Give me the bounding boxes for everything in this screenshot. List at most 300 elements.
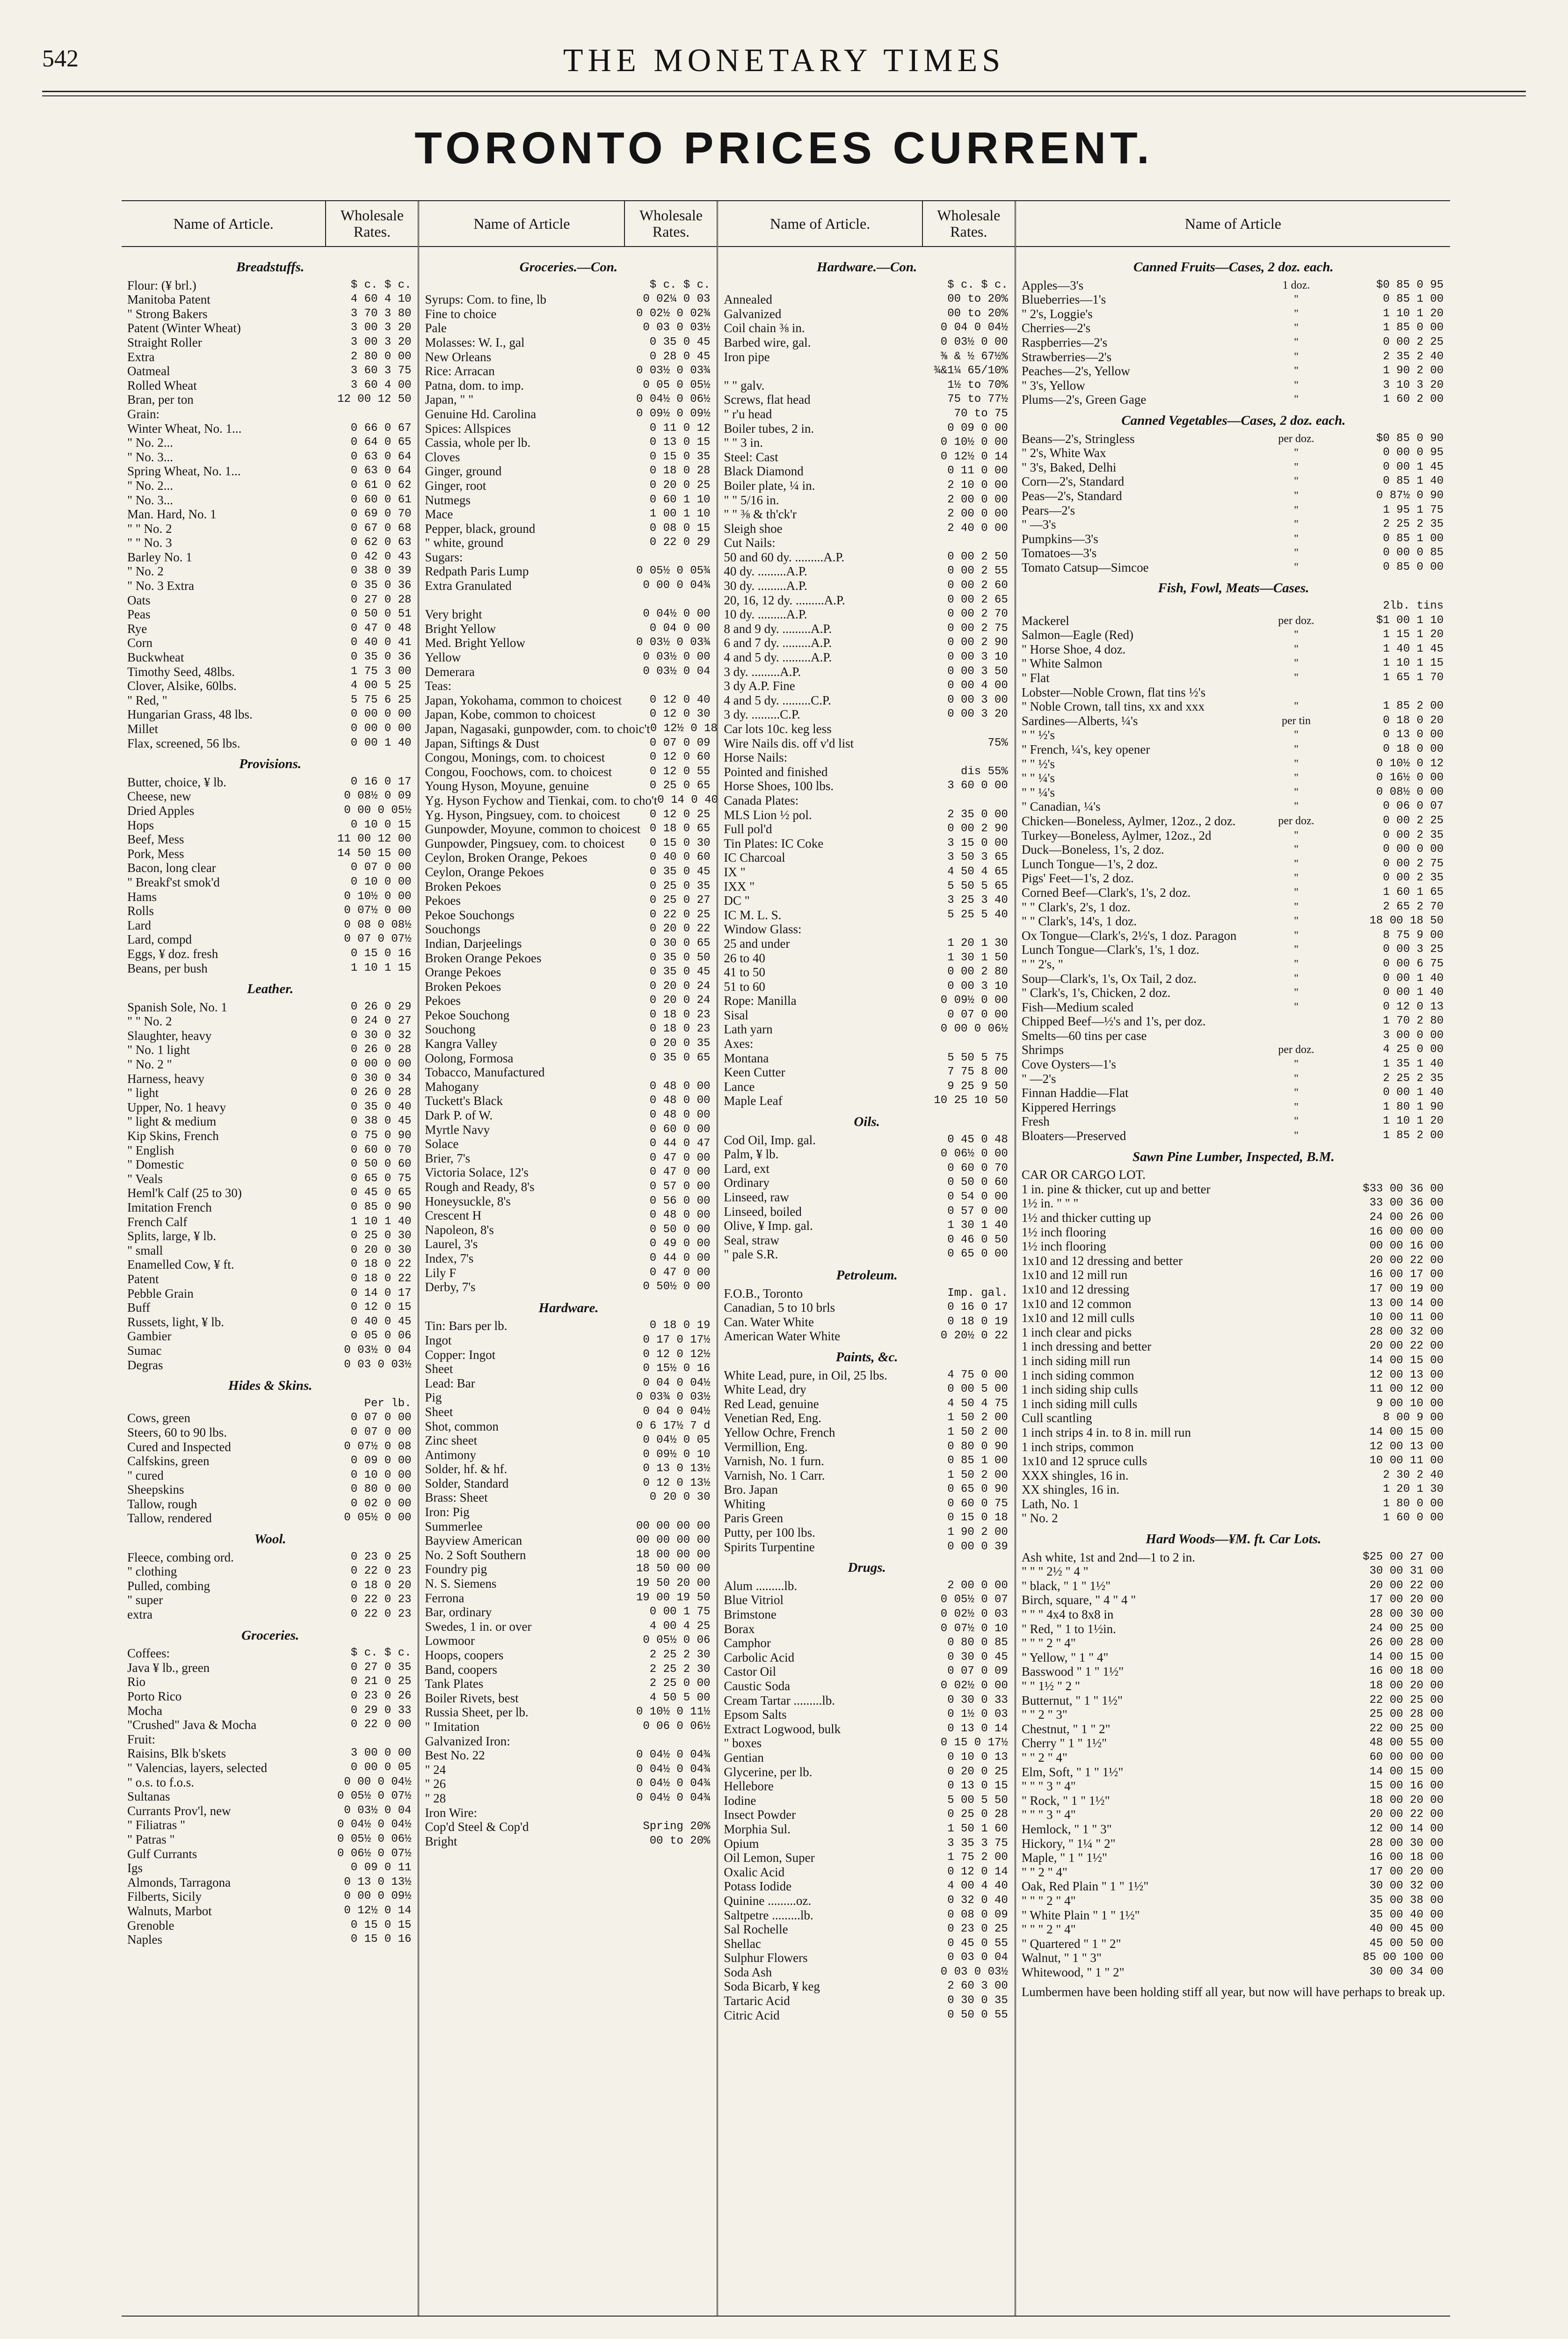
price-row bbox=[127, 679, 413, 693]
wholesale-rate: 0 20 0 35 bbox=[649, 1037, 711, 1050]
price-row bbox=[127, 450, 413, 465]
article-name: Japan, Siftings & Dust bbox=[425, 736, 539, 750]
wholesale-rate: 0 49 0 00 bbox=[649, 1237, 711, 1250]
wholesale-rate: 5 00 5 50 bbox=[947, 1794, 1008, 1807]
price-row bbox=[1022, 350, 1445, 364]
article-name: Hops bbox=[127, 818, 154, 832]
price-row bbox=[724, 1722, 1009, 1736]
price-row bbox=[425, 392, 712, 407]
package-unit: " bbox=[1294, 1101, 1299, 1113]
article-name: Mahogany bbox=[425, 1079, 479, 1094]
article-name: Cherries—2's bbox=[1021, 321, 1091, 335]
price-row bbox=[425, 464, 712, 479]
price-row bbox=[425, 292, 712, 307]
package-unit: " bbox=[1294, 393, 1299, 406]
price-row bbox=[1022, 1550, 1445, 1565]
wholesale-rate: 0 09 0 00 bbox=[350, 1454, 412, 1467]
wholesale-rate: 0 00 0 00 bbox=[350, 708, 412, 721]
wholesale-rate: 1 10 1 20 bbox=[1383, 307, 1444, 320]
price-row bbox=[1022, 1851, 1445, 1865]
wholesale-rate: 0 18 0 20 bbox=[350, 1579, 412, 1592]
wholesale-rate: 0 50½ 0 00 bbox=[643, 1280, 711, 1293]
column-header-name: Name of Article. bbox=[173, 215, 274, 232]
price-row bbox=[724, 779, 1009, 793]
wholesale-rate: 0 12 0 12½ bbox=[643, 1348, 711, 1361]
wholesale-rate: 1 50 2 00 bbox=[947, 1468, 1008, 1482]
article-name: Cassia, whole per lb. bbox=[425, 436, 531, 450]
wholesale-rate: 0 47 0 00 bbox=[649, 1151, 711, 1164]
wholesale-rate: 2 65 2 70 bbox=[1383, 900, 1444, 913]
article-name: Pekoes bbox=[425, 893, 461, 908]
article-name: Soup—Clark's, 1's, Ox Tail, 2 doz. bbox=[1021, 971, 1197, 986]
section-title: Petroleum. bbox=[836, 1267, 898, 1283]
wholesale-rate: ¾&1¼ 65/10% bbox=[934, 364, 1008, 378]
wholesale-rate: 00 00 16 00 bbox=[1369, 1240, 1444, 1253]
package-unit bbox=[1266, 1168, 1327, 1182]
article-name: Corned Beef—Clark's, 1's, 2 doz. bbox=[1021, 885, 1191, 900]
article-name: Horse Nails: bbox=[724, 750, 788, 765]
price-row bbox=[724, 937, 1009, 951]
article-name: Pekoe Souchong bbox=[425, 1008, 510, 1022]
package-unit bbox=[1266, 1837, 1327, 1851]
wholesale-rate: 0 12½ 0 18 bbox=[650, 722, 718, 735]
article-name: Redpath Paris Lump bbox=[425, 564, 529, 579]
price-row bbox=[127, 1579, 413, 1593]
wholesale-rate: 0 25 0 65 bbox=[649, 779, 711, 792]
package-unit: " bbox=[1294, 843, 1299, 856]
price-row bbox=[425, 536, 712, 550]
package-unit: " bbox=[1294, 800, 1299, 813]
price-row bbox=[724, 1622, 1009, 1636]
wholesale-rate: 1 85 2 00 bbox=[1383, 700, 1444, 713]
price-row bbox=[724, 1579, 1009, 1593]
price-row bbox=[724, 1650, 1009, 1665]
price-row bbox=[724, 1979, 1009, 1994]
price-row bbox=[127, 1057, 413, 1072]
article-name: Strawberries—2's bbox=[1021, 349, 1112, 364]
article-name: MLS Lion ½ pol. bbox=[724, 807, 812, 822]
wholesale-rate: 0 00 0 05½ bbox=[344, 804, 412, 817]
article-name: 51 to 60 bbox=[724, 979, 765, 994]
wholesale-rate: $0 85 0 90 bbox=[1376, 432, 1444, 445]
article-name: Spanish Sole, No. 1 bbox=[127, 1000, 227, 1014]
wholesale-rate: 0 18 0 28 bbox=[649, 465, 711, 478]
article-name: 8 and 9 dy. .........A.P. bbox=[724, 621, 832, 636]
wholesale-rate: 2 10 0 00 bbox=[947, 479, 1008, 492]
article-name: Pulled, combing bbox=[127, 1578, 210, 1593]
article-name: Butter, choice, ¥ lb. bbox=[127, 775, 226, 789]
article-name: Med. Bright Yellow bbox=[425, 636, 525, 650]
article-name: Steers, 60 to 90 lbs. bbox=[127, 1425, 227, 1439]
wholesale-rate: 0 08½ 0 00 bbox=[1376, 785, 1444, 799]
package-unit bbox=[1266, 1339, 1327, 1354]
price-row bbox=[425, 879, 712, 894]
wholesale-rate: 3 00 3 20 bbox=[350, 321, 412, 334]
price-row bbox=[1022, 757, 1445, 771]
article-name: " 2's, White Wax bbox=[1021, 446, 1106, 460]
price-row bbox=[425, 822, 712, 836]
article-name: Pork, Mess bbox=[127, 846, 184, 861]
article-name: Car lots 10c. keg less bbox=[724, 722, 832, 736]
wholesale-rate: 0 35 0 36 bbox=[350, 579, 412, 592]
price-row bbox=[127, 804, 413, 818]
wholesale-rate: 0 80 0 85 bbox=[947, 1636, 1008, 1649]
wholesale-rate: 0 60 0 70 bbox=[350, 1143, 412, 1156]
package-unit bbox=[1266, 1268, 1327, 1282]
article-name: Cove Oysters—1's bbox=[1021, 1057, 1116, 1072]
price-row bbox=[724, 1233, 1009, 1248]
wholesale-rate: 0 00 2 60 bbox=[947, 579, 1008, 592]
wholesale-rate: 0 00 0 00 bbox=[350, 1058, 412, 1071]
price-row bbox=[724, 421, 1009, 436]
price-row bbox=[1022, 714, 1445, 728]
wholesale-rate: 0 00 3 20 bbox=[947, 708, 1008, 721]
package-unit bbox=[1266, 1225, 1327, 1240]
wholesale-rate: 0 00 3 10 bbox=[947, 980, 1008, 993]
article-name: Mace bbox=[425, 507, 453, 522]
wholesale-rate: 0 18 0 23 bbox=[649, 1008, 711, 1021]
wholesale-rate bbox=[919, 1037, 1010, 1051]
price-row bbox=[425, 1562, 712, 1576]
price-row bbox=[127, 307, 413, 321]
wholesale-rate: 0 65 0 75 bbox=[350, 1172, 412, 1185]
section-title: Sawn Pine Lumber, Inspected, B.M. bbox=[1132, 1149, 1335, 1164]
price-row bbox=[724, 1636, 1009, 1650]
wholesale-rate: 0 00 2 80 bbox=[947, 966, 1008, 979]
article-name: " small bbox=[127, 1243, 163, 1257]
article-name: Hams bbox=[127, 889, 157, 904]
article-name: Sheepskins bbox=[127, 1482, 184, 1497]
price-row bbox=[724, 1147, 1009, 1162]
wholesale-rate bbox=[621, 679, 712, 693]
wholesale-rate: 0 07½ 0 08 bbox=[344, 1440, 412, 1453]
wholesale-rate bbox=[919, 922, 1010, 937]
article-name: " boxes bbox=[724, 1736, 762, 1751]
price-row bbox=[127, 1043, 413, 1057]
wholesale-rate: 0 00 2 75 bbox=[947, 622, 1008, 635]
article-name: Bayview American bbox=[425, 1533, 523, 1548]
price-row bbox=[1022, 857, 1445, 872]
article-name: Pekoe Souchongs bbox=[425, 908, 515, 922]
package-unit bbox=[1266, 1779, 1327, 1794]
price-row bbox=[425, 1505, 712, 1519]
wholesale-rate: 0 20½ 0 22 bbox=[940, 1329, 1008, 1343]
article-name: " " 3 in. bbox=[724, 436, 763, 450]
price-row bbox=[724, 1133, 1009, 1148]
price-row bbox=[127, 650, 413, 665]
wholesale-rate: 0 25 0 30 bbox=[350, 1229, 412, 1242]
article-name: Russia Sheet, per lb. bbox=[425, 1705, 529, 1720]
article-name: Duck—Boneless, 1's, 2 doz. bbox=[1021, 843, 1164, 857]
article-name: Rolls bbox=[127, 904, 154, 918]
wholesale-rate: 0 18 0 22 bbox=[350, 1258, 412, 1271]
column-header-name: Name of Article. bbox=[770, 215, 871, 232]
article-name: Young Hyson, Moyune, genuine bbox=[425, 779, 589, 793]
article-name: Rough and Ready, 8's bbox=[425, 1180, 535, 1194]
price-row bbox=[425, 507, 712, 522]
price-row bbox=[425, 1319, 712, 1333]
wholesale-rate: 0 16 0 17 bbox=[350, 775, 412, 788]
package-unit bbox=[1266, 1397, 1327, 1411]
price-row bbox=[1022, 1693, 1445, 1708]
article-name: Gunpowder, Moyune, common to choicest bbox=[425, 822, 641, 836]
price-row bbox=[1022, 1086, 1445, 1100]
article-name: Boiler Rivets, best bbox=[425, 1691, 519, 1705]
article-name: Flax, screened, 56 lbs. bbox=[127, 736, 240, 750]
wholesale-rate: 0 12 0 60 bbox=[649, 751, 711, 764]
wholesale-rate: 16 00 18 00 bbox=[1369, 1665, 1444, 1678]
masthead: THE MONETARY TIMES bbox=[563, 43, 1005, 79]
wholesale-rate: 20 00 22 00 bbox=[1369, 1579, 1444, 1592]
package-unit: " bbox=[1294, 629, 1299, 641]
package-unit bbox=[1266, 1368, 1327, 1383]
wholesale-rate: $25 00 27 00 bbox=[1363, 1550, 1444, 1563]
article-name: New Orleans bbox=[425, 349, 492, 364]
article-name: 4 and 5 dy. .........C.P. bbox=[724, 693, 831, 707]
wholesale-rate: 1 75 3 00 bbox=[350, 665, 412, 678]
price-row bbox=[1022, 1311, 1445, 1325]
wholesale-rate: 0 85 1 40 bbox=[1383, 475, 1444, 488]
article-name: Raspberries—2's bbox=[1021, 335, 1108, 349]
wholesale-rate: 15 00 16 00 bbox=[1369, 1780, 1444, 1793]
price-row bbox=[1022, 1622, 1445, 1636]
wholesale-rate: 0 38 0 45 bbox=[350, 1115, 412, 1128]
wholesale-rate: 1 95 1 75 bbox=[1383, 503, 1444, 516]
package-unit: " bbox=[1294, 561, 1299, 574]
article-name: Tobacco, Manufactured bbox=[425, 1065, 545, 1080]
section-title: Drugs. bbox=[848, 1560, 886, 1576]
article-name: Horse Shoes, 100 lbs. bbox=[724, 779, 834, 793]
article-name: " English bbox=[127, 1143, 174, 1157]
price-row bbox=[1022, 871, 1445, 886]
wholesale-rate: 0 10 0 00 bbox=[350, 1468, 412, 1482]
article-name: Splits, large, ¥ lb. bbox=[127, 1229, 217, 1243]
article-name: Pale bbox=[425, 321, 447, 335]
wholesale-rate: 28 00 30 00 bbox=[1369, 1837, 1444, 1850]
article-name: Tallow, rough bbox=[127, 1496, 197, 1511]
article-name: Window Glass: bbox=[724, 922, 802, 937]
wholesale-rate: 4 50 5 00 bbox=[649, 1691, 711, 1704]
price-row bbox=[724, 1382, 1009, 1397]
package-unit: " bbox=[1294, 461, 1299, 473]
article-name: Grain: bbox=[127, 407, 160, 421]
price-row bbox=[425, 564, 712, 579]
wholesale-rate: 00 to 20% bbox=[947, 307, 1008, 320]
article-name: Imitation French bbox=[127, 1200, 212, 1214]
package-unit bbox=[1266, 1029, 1327, 1043]
package-unit bbox=[1266, 1497, 1327, 1511]
price-row bbox=[724, 1794, 1009, 1808]
price-row bbox=[425, 1151, 712, 1166]
article-name: Bro. Japan bbox=[724, 1482, 778, 1497]
article-name: Ginger, ground bbox=[425, 464, 502, 479]
article-name: Millet bbox=[127, 722, 158, 736]
price-row bbox=[1022, 1297, 1445, 1311]
wholesale-rate: 0 67 0 68 bbox=[350, 522, 412, 535]
package-unit: " bbox=[1294, 489, 1299, 502]
article-name: Congou, Foochows, com. to choicest bbox=[425, 764, 612, 779]
wholesale-rate: 26 00 28 00 bbox=[1369, 1636, 1444, 1649]
wholesale-rate: 0 03 0 03½ bbox=[643, 321, 711, 334]
wholesale-rate: 0 07 0 00 bbox=[350, 1425, 412, 1438]
price-row bbox=[127, 1564, 413, 1579]
package-unit: " bbox=[1294, 700, 1299, 713]
wholesale-rate: 0 40 0 41 bbox=[350, 636, 412, 649]
wholesale-rate: 5 75 6 25 bbox=[350, 693, 412, 706]
wholesale-rate: 0 14 0 40 bbox=[657, 793, 718, 806]
wholesale-rate: 0 08 0 08½ bbox=[344, 918, 412, 931]
article-name: " " 2 " 4" bbox=[1021, 1750, 1067, 1765]
wholesale-rate: 16 00 17 00 bbox=[1369, 1268, 1444, 1281]
article-name: Peaches—2's, Yellow bbox=[1021, 364, 1130, 378]
price-row bbox=[425, 1748, 712, 1763]
wholesale-rate: 0 00 4 00 bbox=[947, 679, 1008, 692]
price-row bbox=[724, 951, 1009, 966]
price-row bbox=[127, 1114, 413, 1129]
article-name: 10 dy. .........A.P. bbox=[724, 607, 807, 622]
price-row bbox=[127, 421, 413, 436]
price-row bbox=[127, 1746, 413, 1761]
column-header-name: Name of Article bbox=[473, 215, 570, 232]
wholesale-rate: 10 25 10 50 bbox=[934, 1094, 1008, 1107]
package-unit: " bbox=[1294, 504, 1299, 516]
article-name: Ceylon, Broken Orange, Pekoes bbox=[425, 850, 588, 865]
price-row bbox=[425, 1448, 712, 1462]
price-row bbox=[425, 1022, 712, 1037]
wholesale-rate: 0 22 0 00 bbox=[350, 1718, 412, 1731]
wholesale-rate: 0 04 0 04½ bbox=[940, 321, 1008, 334]
wholesale-rate: 0 12 0 40 bbox=[649, 693, 711, 706]
wholesale-rate: 0 00 2 70 bbox=[947, 608, 1008, 621]
package-unit bbox=[1266, 1014, 1327, 1029]
price-row bbox=[127, 1775, 413, 1790]
wholesale-rate: 70 to 75 bbox=[954, 407, 1008, 420]
article-name: " light & medium bbox=[127, 1114, 217, 1129]
package-unit: " bbox=[1294, 929, 1299, 942]
price-row bbox=[724, 292, 1009, 307]
article-name: Oil Lemon, Super bbox=[724, 1851, 815, 1865]
article-name: Lily F bbox=[425, 1265, 457, 1280]
wholesale-rate: 1½ to 70% bbox=[947, 378, 1008, 392]
article-name: " o.s. to f.o.s. bbox=[127, 1775, 195, 1789]
article-name: Finnan Haddie—Flat bbox=[1021, 1086, 1129, 1100]
wholesale-rate: 0 07 0 09 bbox=[649, 736, 711, 749]
article-name: Citric Acid bbox=[724, 2008, 780, 2022]
price-row bbox=[1022, 943, 1445, 957]
wholesale-rate: 0 10½ 0 00 bbox=[344, 890, 412, 903]
article-name: Blue Vitriol bbox=[724, 1593, 784, 1607]
article-name: " " 1½ " 2 " bbox=[1021, 1679, 1080, 1693]
article-name: " White Plain " 1 " 1½" bbox=[1021, 1908, 1140, 1922]
wholesale-rate: 12 00 13 00 bbox=[1369, 1368, 1444, 1381]
price-row bbox=[127, 1425, 413, 1440]
wholesale-rate: 0 15½ 0 16 bbox=[643, 1362, 711, 1375]
price-row bbox=[1022, 364, 1445, 378]
article-name: Igs bbox=[127, 1861, 143, 1875]
article-name: " Veals bbox=[127, 1171, 163, 1186]
section-title: Groceries.—Con. bbox=[519, 260, 618, 275]
price-row bbox=[1022, 1607, 1445, 1622]
price-row bbox=[724, 722, 1009, 736]
price-row bbox=[127, 1789, 413, 1804]
article-name: Solder, Standard bbox=[425, 1476, 509, 1490]
article-name: Peas—2's, Standard bbox=[1021, 488, 1122, 503]
wholesale-rate: 16 00 18 00 bbox=[1369, 1851, 1444, 1864]
wholesale-rate: 0 00 0 00 bbox=[1383, 843, 1444, 856]
package-unit bbox=[1266, 1908, 1327, 1923]
wholesale-rate: 0 04 0 04½ bbox=[643, 1405, 711, 1418]
wholesale-rate: 24 00 25 00 bbox=[1369, 1622, 1444, 1635]
price-row bbox=[1022, 1397, 1445, 1411]
article-name: 3 dy. .........A.P. bbox=[724, 664, 801, 679]
wholesale-rate: 0 05½ 0 06 bbox=[643, 1634, 711, 1647]
article-name: Maple, " 1 " 1½" bbox=[1021, 1851, 1107, 1865]
section-title: Hardware. bbox=[538, 1300, 599, 1315]
article-name: Fresh bbox=[1021, 1114, 1050, 1129]
wholesale-rate: 0 07 0 00 bbox=[350, 1411, 412, 1424]
price-row bbox=[1022, 1239, 1445, 1254]
article-name: 1 inch dressing and better bbox=[1021, 1339, 1152, 1354]
article-name: " " 2 " 4" bbox=[1021, 1865, 1067, 1879]
price-row bbox=[1022, 614, 1445, 628]
article-name: Crescent H bbox=[425, 1208, 482, 1223]
article-name: Sugars: bbox=[425, 550, 463, 564]
package-unit: " bbox=[1294, 772, 1299, 785]
article-name: Ferrona bbox=[425, 1591, 465, 1605]
price-row bbox=[724, 1468, 1009, 1483]
price-row bbox=[127, 707, 413, 722]
wholesale-rate: 0 03½ 0 03¾ bbox=[636, 636, 711, 649]
wholesale-rate: 3 60 4 00 bbox=[350, 378, 412, 392]
article-name: Shrimps bbox=[1021, 1043, 1064, 1057]
price-row bbox=[1022, 1100, 1445, 1115]
price-row bbox=[127, 1272, 413, 1286]
article-name: 1x10 and 12 dressing and better bbox=[1021, 1253, 1183, 1268]
wholesale-rate: 0 10 0 00 bbox=[350, 875, 412, 888]
wholesale-rate: 0 57 0 00 bbox=[649, 1180, 711, 1193]
article-name: 1 inch strips, common bbox=[1021, 1439, 1134, 1454]
article-name: Can. Water White bbox=[724, 1315, 814, 1329]
price-row bbox=[425, 364, 712, 378]
price-row bbox=[425, 965, 712, 980]
price-row bbox=[127, 1344, 413, 1358]
article-name: Sultanas bbox=[127, 1789, 170, 1804]
package-unit: " bbox=[1294, 829, 1299, 842]
section-title: Hides & Skins. bbox=[228, 1378, 312, 1394]
price-row bbox=[724, 1286, 1009, 1301]
article-name: " Yellow, " 1 " 4" bbox=[1021, 1650, 1109, 1664]
wholesale-rate: 4 75 0 00 bbox=[947, 1368, 1008, 1381]
price-row bbox=[425, 335, 712, 350]
wholesale-rate: 0 03½ 0 04 bbox=[344, 1344, 412, 1357]
masthead-rule-thin bbox=[42, 95, 1526, 96]
article-name: Russets, light, ¥ lb. bbox=[127, 1315, 225, 1329]
wholesale-rate: 3 50 3 65 bbox=[947, 851, 1008, 864]
section-title: Provisions. bbox=[239, 756, 302, 772]
price-row bbox=[724, 693, 1009, 708]
article-name: Ash white, 1st and 2nd—1 to 2 in. bbox=[1021, 1550, 1196, 1564]
wholesale-rate: 0 27 0 35 bbox=[350, 1661, 412, 1674]
wholesale-rate: 2 30 2 40 bbox=[1383, 1468, 1444, 1482]
article-name: Hoops, coopers bbox=[425, 1648, 504, 1662]
wholesale-rate: 0 60 0 61 bbox=[350, 493, 412, 506]
price-row bbox=[724, 965, 1009, 980]
package-unit bbox=[1266, 1511, 1327, 1525]
wholesale-rate: 0 65 0 90 bbox=[947, 1483, 1008, 1496]
price-row bbox=[425, 1008, 712, 1023]
wholesale-rate: 0 87½ 0 90 bbox=[1376, 489, 1444, 502]
article-name: Degras bbox=[127, 1358, 163, 1372]
